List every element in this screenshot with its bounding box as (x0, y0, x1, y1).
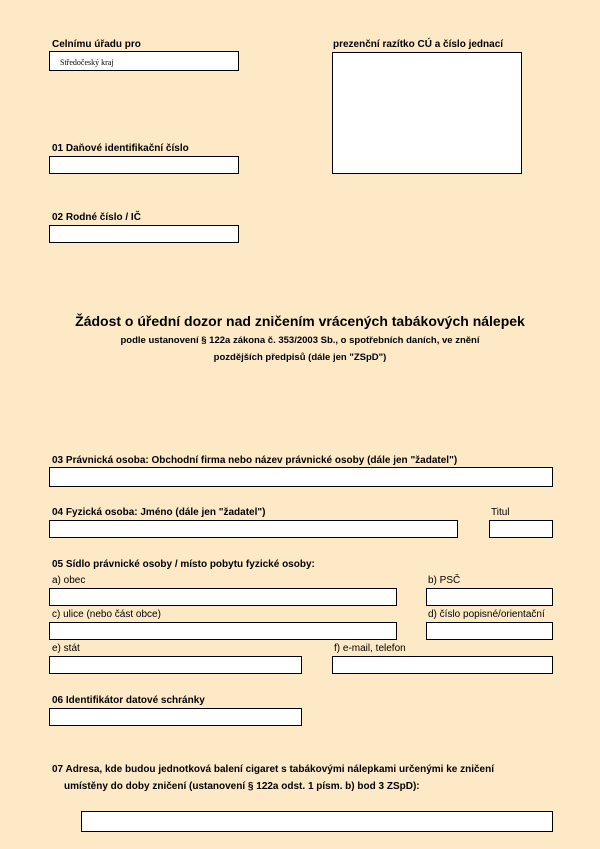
natural-person-input[interactable] (49, 520, 458, 538)
city-label: a) obec (52, 575, 86, 586)
zip-label: b) PSČ (428, 575, 461, 586)
title-input[interactable] (489, 520, 553, 538)
page-title: Žádost o úřední dozor nad zničením vrácených tabákových nálepek (75, 313, 525, 329)
birth-number-input[interactable] (49, 225, 239, 243)
office-label: Celnímu úřadu pro (52, 39, 141, 50)
city-input[interactable] (49, 588, 397, 606)
country-input[interactable] (49, 656, 302, 674)
zip-input[interactable] (426, 588, 553, 606)
storage-address-input[interactable] (81, 811, 553, 832)
page-subtitle-line1: podle ustanovení § 122a zákona č. 353/2003 Sb., o spotřebních daních, ve znění (120, 335, 480, 346)
house-number-label: d) číslo popisné/orientační (428, 609, 545, 620)
office-input[interactable] (49, 51, 239, 71)
page-subtitle-line2: pozdějších předpisů (dále jen "ZSpD") (213, 352, 387, 363)
databox-input[interactable] (49, 708, 302, 726)
natural-person-label: 04 Fyzická osoba: Jméno (dále jen "žadatel") (52, 507, 266, 518)
stamp-label: prezenční razítko CÚ a číslo jednací (333, 39, 504, 50)
contact-label: f) e-mail, telefon (334, 643, 406, 654)
address-label: 05 Sídlo právnické osoby / místo pobytu fyzické osoby: (52, 559, 315, 570)
street-label: c) ulice (nebo část obce) (52, 609, 161, 620)
storage-address-label-line1: 07 Adresa, kde budou jednotková balení cigaret s tabákovými nálepkami určenými ke zničení (52, 764, 495, 775)
dic-label: 01 Daňové identifikační číslo (52, 143, 189, 154)
contact-input[interactable] (332, 656, 553, 674)
legal-entity-label: 03 Právnická osoba: Obchodní firma nebo název právnické osoby (dále jen "žadatel") (52, 455, 458, 466)
dic-input[interactable] (49, 156, 239, 174)
country-label: e) stát (52, 643, 80, 654)
stamp-box (332, 52, 522, 174)
title-label: Titul (491, 507, 510, 518)
storage-address-label-line2: umístěny do doby zničení (ustanovení § 122a odst. 1 písm. b) bod 3 ZSpD): (64, 781, 420, 792)
house-number-input[interactable] (426, 622, 553, 640)
birth-number-label: 02 Rodné číslo / IČ (52, 212, 141, 223)
legal-entity-input[interactable] (49, 467, 553, 487)
databox-label: 06 Identifikátor datové schránky (52, 695, 205, 706)
street-input[interactable] (49, 622, 397, 640)
